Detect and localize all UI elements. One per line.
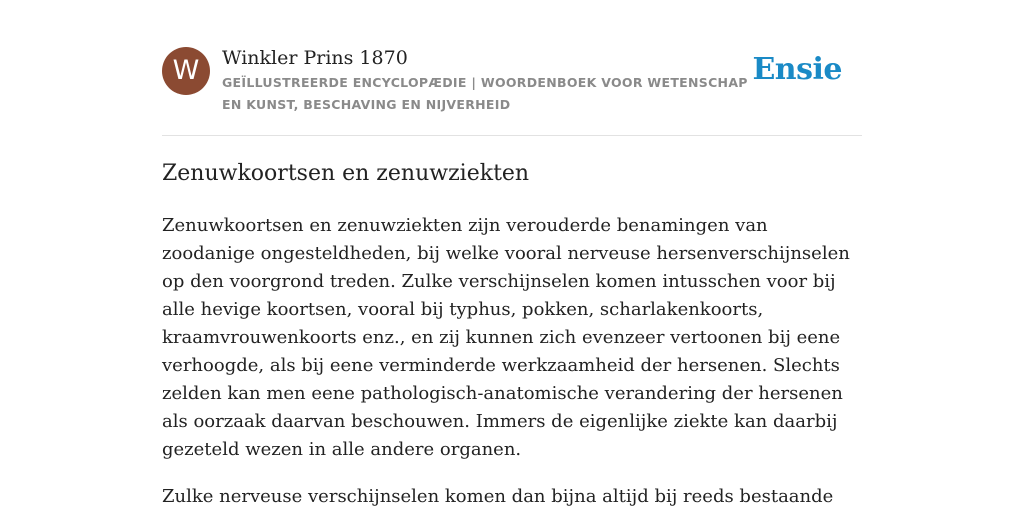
source-subtitle: GEÏLLUSTREERDE ENCYCLOPÆDIE | WOORDENBOEK VOOR WETENSCHAP EN KUNST, BESCHAVING EN NIJVERHEID bbox=[222, 75, 748, 112]
article-paragraph: Zenuwkoortsen en zenuwziekten zijn verouderde benamingen van zoodanige ongesteldheden, bij welke vooral nerveuse hersenverschijnselen op den voorgrond treden. Zulke verschijnselen komen intusschen voor bij alle hevige koortsen, vooral bij typhus, pokken, scharlakenkoorts, kraamvrouwenkoorts enz., en zij kunnen zich evenzeer vertoonen bij eene verhoogde, als bij eene verminderde werkzaamheid der hersenen. Slechts zelden kan men eene pathologisch-anatomische verandering der hersenen als oorzaak daarvan beschouwen. Immers de eigenlijke ziekte kan daarbij gezeteld wezen in alle andere organen. bbox=[162, 215, 850, 460]
article-paragraph: Zulke nerveuse verschijnselen komen dan bijna altijd bij reeds bestaande bbox=[162, 486, 834, 507]
ensie-logo[interactable]: Ensie bbox=[752, 52, 842, 87]
header-divider bbox=[162, 135, 862, 136]
article-body bbox=[162, 212, 862, 512]
source-title[interactable]: Winkler Prins 1870 bbox=[222, 47, 408, 69]
source-header bbox=[162, 46, 862, 136]
source-avatar[interactable]: W bbox=[162, 47, 210, 95]
article-title: Zenuwkoortsen en zenuwziekten bbox=[162, 161, 530, 186]
